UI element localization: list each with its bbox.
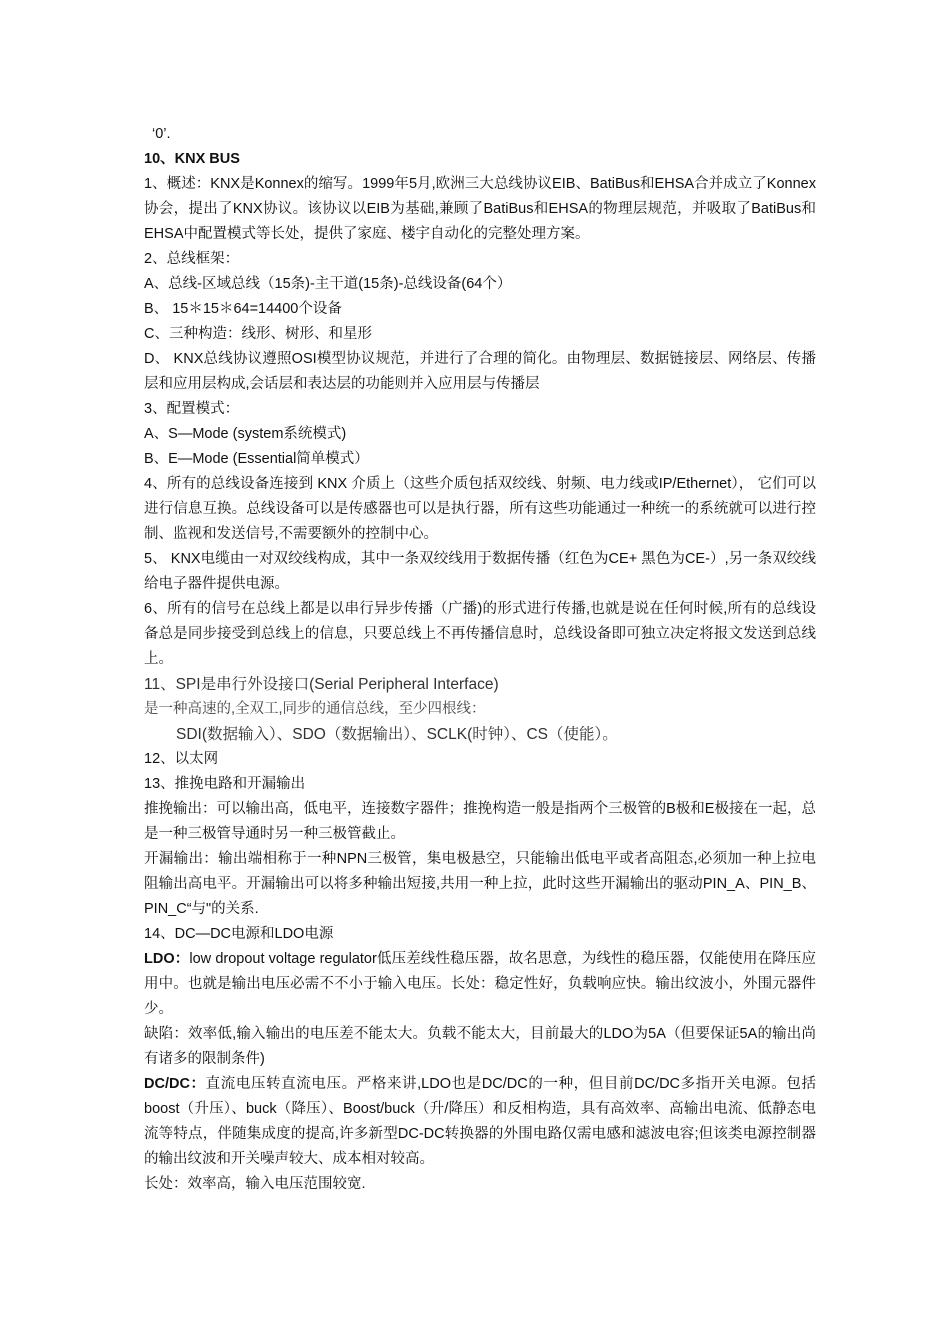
- paragraph: 开漏输出：输出端相称于一种NPN三极管，集电极悬空，只能输出低电平或者高阻态,必须加一种上拉电阻输出高电平。开漏输出可以将多种输出短接,共用一种上拉，此时这些开漏输出的驱动PIN_A、PIN_B、PIN_C“与"的关系.: [144, 851, 816, 917]
- ldo-label: LDO：: [144, 951, 190, 967]
- paragraph: 长处：效率高，输入电压范围较宽.: [144, 1176, 366, 1192]
- list-item: A、S—Mode (system系统模式): [144, 426, 347, 442]
- dcdc-text: 直流电压转直流电压。严格来讲,LDO也是DC/DC的一种，但目前DC/DC多指开关电源。包括boost（升压）、buck（降压）、Boost/buck（升/降压）和反相构造，具有高效率、高输出电流、低静态电流等特点，伴随集成度的提高,许多新型DC-DC转换器的外围电路仅需电感和滤波电容;但该类电源控制器的输出纹波和开关噪声较大、成本相对较高。: [144, 1076, 816, 1167]
- paragraph: 3、配置模式：: [144, 401, 240, 417]
- section-heading-pushpull: 13、推挽电路和开漏输出: [144, 776, 306, 792]
- list-item: B、 15＊15＊64=14400个设备: [144, 301, 342, 317]
- paragraph: 5、 KNX电缆由一对双绞线构成，其中一条双绞线用于数据传播（红色为CE+ 黑色为CE-）,另一条双绞线给电子器件提供电源。: [144, 551, 816, 592]
- list-item: D、 KNX总线协议遵照OSI模型协议规范，并进行了合理的简化。由物理层、数据链接层、网络层、传播层和应用层构成,会话层和表达层的功能则并入应用层与传播层: [144, 351, 816, 392]
- section-heading-knx: 10、KNX BUS: [144, 151, 240, 167]
- section-heading-dcdc-ldo: 14、DC—DC电源和LDO电源: [144, 926, 334, 942]
- paragraph: [144, 1072, 816, 1172]
- paragraph: 6、所有的信号在总线上都是以串行异步传播（广播)的形式进行传播,也就是说在任何时候,所有的总线设备总是同步接受到总线上的信息，只要总线上不再传播信息时，总线设备即可独立决定将报文发送到总线上。: [144, 601, 816, 667]
- section-heading-spi: 11、SPI是串行外设接口(Serial Peripheral Interface): [144, 676, 499, 693]
- text-line: ‘0’.: [152, 126, 171, 142]
- paragraph: 是一种高速的,全双工,同步的通信总线，至少四根线：: [144, 701, 486, 717]
- document-page: [144, 122, 816, 1197]
- ldo-text: low dropout voltage regulator低压差线性稳压器，故名思意，为线性的稳压器，仅能使用在降压应用中。也就是输出电压必需不不小于输入电压。长处：稳定性好，负载响应快。输出纹波小，外围元器件少。: [144, 951, 816, 1017]
- list-item: B、E—Mode (Essential简单模式）: [144, 451, 369, 467]
- list-item: A、总线-区域总线（15条)-主干道(15条)-总线设备(64个）: [144, 276, 512, 292]
- paragraph: 缺陷：效率低,输入输出的电压差不能太大。负载不能太大，目前最大的LDO为5A（但要保证5A的输出尚有诸多的限制条件): [144, 1026, 816, 1067]
- paragraph: 2、总线框架：: [144, 251, 240, 267]
- paragraph: [144, 947, 816, 1022]
- section-heading-ethernet: 12、以太网: [144, 751, 219, 767]
- paragraph: SDI(数据输入）、SDO（数据输出）、SCLK(时钟）、CS（使能）。: [176, 726, 618, 743]
- paragraph: 推挽输出：可以输出高，低电平，连接数字器件；推挽构造一般是指两个三极管的B极和E极接在一起，总是一种三极管导通时另一种三极管截止。: [144, 801, 816, 842]
- list-item: C、三种构造：线形、树形、和星形: [144, 326, 372, 342]
- dcdc-label: DC/DC：: [144, 1076, 206, 1092]
- paragraph: 4、所有的总线设备连接到 KNX 介质上（这些介质包括双绞线、射频、电力线或IP/Ethernet）， 它们可以进行信息互换。总线设备可以是传感器也可以是执行器，所有这些功能通过一种统一的系统就可以进行控制、监视和发送信号,不需要额外的控制中心。: [144, 476, 816, 542]
- paragraph: 1、概述：KNX是Konnex的缩写。1999年5月,欧洲三大总线协议EIB、BatiBus和EHSA合并成立了Konnex协会，提出了KNX协议。该协议以EIB为基础,兼顾了BatiBus和EHSA的物理层规范，并吸取了BatiBus和EHSA中配置模式等长处，提供了家庭、楼宇自动化的完整处理方案。: [144, 176, 816, 242]
